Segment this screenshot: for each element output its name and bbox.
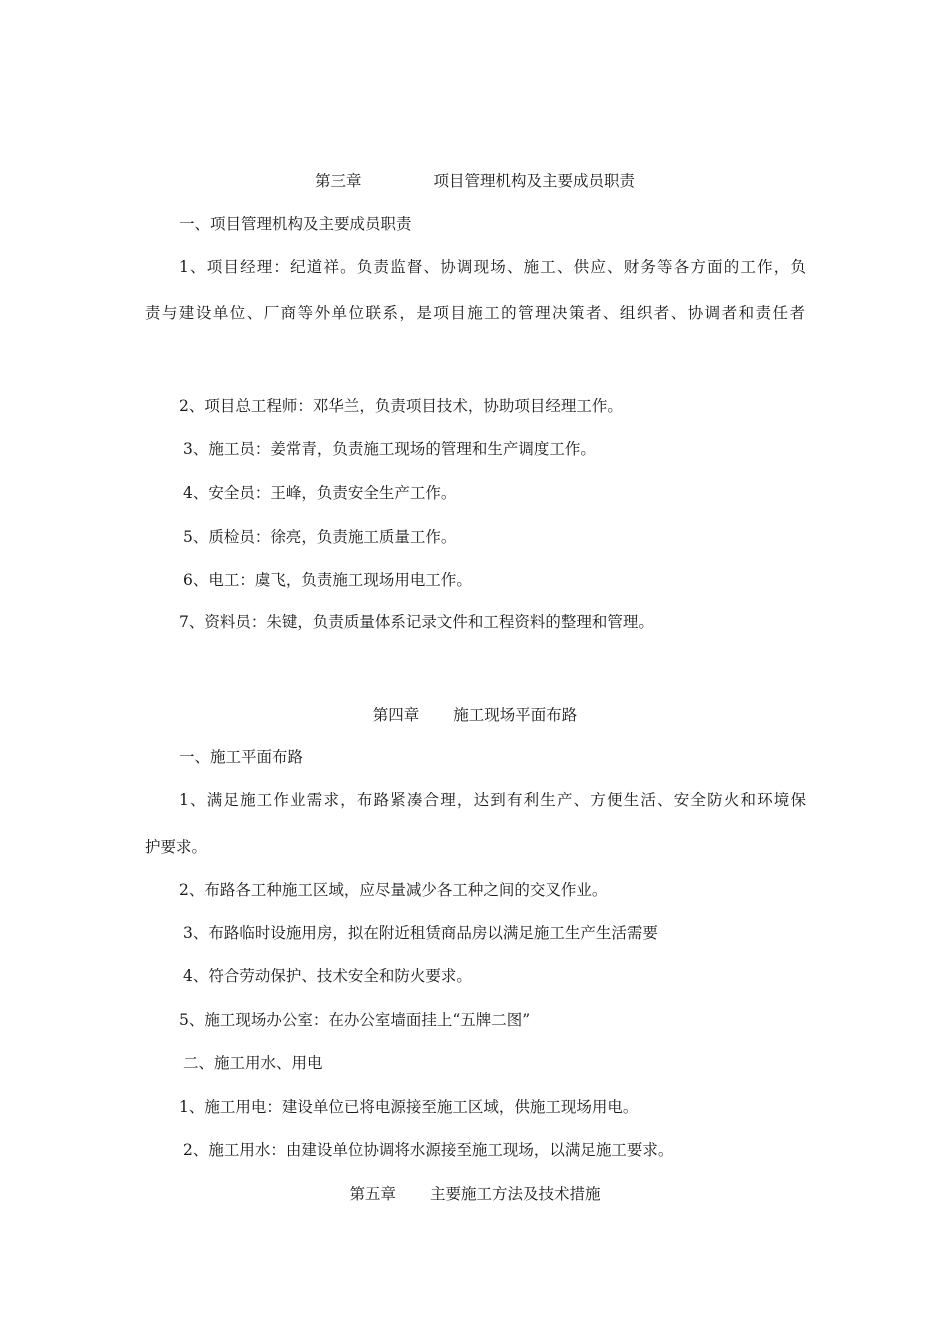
chapter-3-section-1: 一、项目管理机构及主要成员职责: [179, 215, 412, 233]
chapter-3-item-1-line-1: 1、项目经理：纪道祥。负责监督、协调现场、施工、供应、财务等各方面的工作，负: [179, 258, 806, 276]
chapter-4-section-2: 二、施工用水、用电: [183, 1054, 323, 1072]
chapter-5-title: 主要施工方法及技术措施: [430, 1185, 601, 1203]
chapter-3-item-6: 6、电工：虞飞，负责施工现场用电工作。: [183, 571, 472, 589]
chapter-4-item-1-line-1: 1、满足施工作业需求，布路紧凑合理，达到有利生产、方便生活、安全防火和环境保: [179, 791, 806, 809]
chapter-4-section-1: 一、施工平面布路: [179, 748, 304, 766]
chapter-4-section-2-item-2: 2、施工用水：由建设单位协调将水源接至施工现场，以满足施工要求。: [183, 1141, 674, 1159]
chapter-3-item-3: 3、施工员：姜常青，负责施工现场的管理和生产调度工作。: [183, 440, 596, 458]
chapter-4-item-1-line-2: 护要求。: [145, 838, 208, 856]
chapter-4-heading: [0, 705, 950, 725]
chapter-4-item-2: 2、布路各工种施工区域，应尽量减少各工种之间的交叉作业。: [179, 881, 608, 899]
chapter-5-label: 第五章: [349, 1185, 396, 1203]
chapter-3-label: 第三章: [314, 172, 362, 190]
chapter-3-item-1-line-2: 责与建设单位、厂商等外单位联系，是项目施工的管理决策者、组织者、协调者和责任者: [145, 304, 805, 322]
chapter-4-item-5: 5、施工现场办公室：在办公室墙面挂上“五牌二图”: [179, 1011, 531, 1029]
chapter-4-label: 第四章: [372, 706, 420, 724]
chapter-5-heading: [0, 1184, 950, 1204]
chapter-3-title: 项目管理机构及主要成员职责: [433, 172, 636, 190]
chapter-4-section-2-item-1: 1、施工用电：建设单位已将电源接至施工区域，供施工现场用电。: [179, 1098, 639, 1116]
chapter-4-item-4: 4、符合劳动保护、技术安全和防火要求。: [183, 967, 472, 985]
chapter-3-item-4: 4、安全员：王峰，负责安全生产工作。: [183, 484, 457, 502]
chapter-4-item-3: 3、布路临时设施用房，拟在附近租赁商品房以满足施工生产生活需要: [183, 924, 658, 942]
chapter-4-title: 施工现场平面布路: [453, 706, 578, 724]
chapter-3-item-7: 7、资料员：朱键，负责质量体系记录文件和工程资料的整理和管理。: [179, 613, 654, 631]
chapter-3-item-2: 2、项目总工程师：邓华兰，负责项目技术，协助项目经理工作。: [179, 397, 623, 415]
chapter-3-heading: [0, 171, 950, 191]
chapter-3-item-5: 5、质检员：徐亮，负责施工质量工作。: [183, 528, 457, 546]
